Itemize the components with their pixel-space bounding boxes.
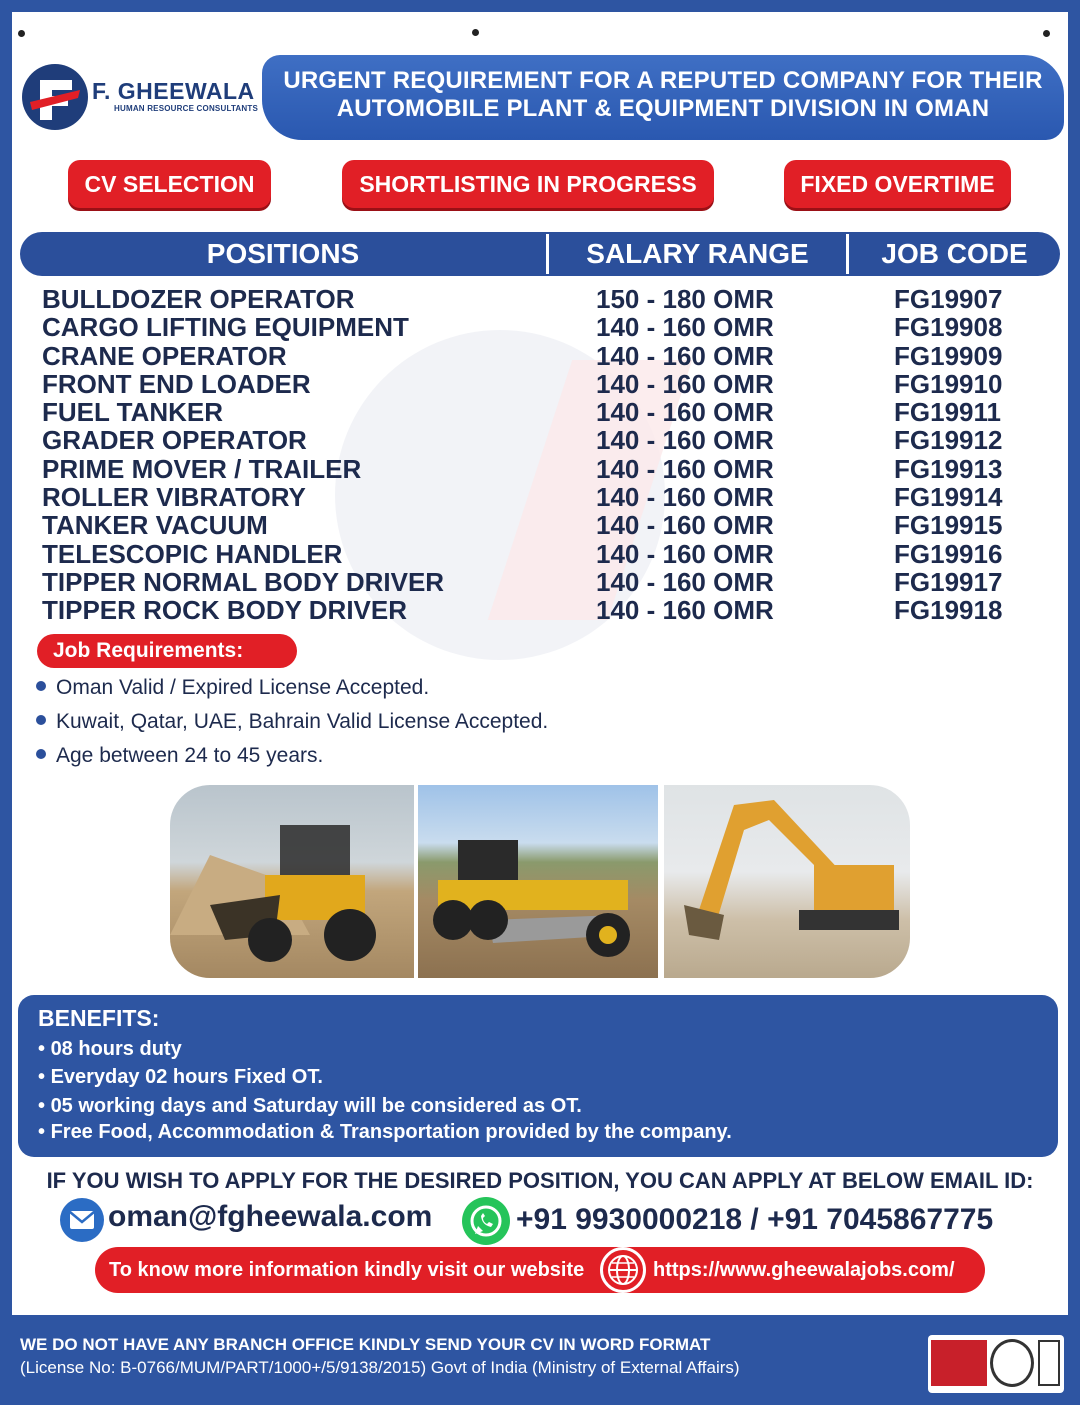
- salary-range: 140 - 160 OMR: [596, 595, 774, 626]
- requirement-item: [36, 710, 548, 734]
- salary-range: 140 - 160 OMR: [596, 538, 774, 569]
- requirement-item: [36, 676, 429, 700]
- ukas-badge-icon: [1038, 1340, 1060, 1386]
- table-row: [0, 425, 1080, 456]
- bureau-veritas-badge-icon: [931, 1340, 987, 1386]
- header-positions: POSITIONS: [206, 238, 360, 269]
- footer-license: (License No: B-0766/MUM/PART/1000+/5/9138/2015) Govt of India (Ministry of External Affairs): [20, 1358, 740, 1377]
- website-banner: [95, 1247, 985, 1293]
- job-requirements-title: Job Requirements:: [37, 634, 297, 668]
- headline-line2: AUTOMOBILE PLANT & EQUIPMENT DIVISION IN OMAN: [336, 95, 990, 122]
- logo-name: F. GHEEWALA: [92, 78, 255, 104]
- certification-badges: [928, 1335, 1064, 1393]
- requirement-text: Oman Valid / Expired License Accepted.: [56, 676, 430, 699]
- job-code: FG19910: [894, 368, 1003, 399]
- positions-table: [0, 284, 1080, 624]
- pill-cv-selection: CV SELECTION: [68, 160, 271, 208]
- header-salary-range: SALARY RANGE: [586, 238, 809, 269]
- benefits-title: BENEFITS:: [38, 1005, 160, 1031]
- apply-instructions: IF YOU WISH TO APPLY FOR THE DESIRED POSITION, YOU CAN APPLY AT BELOW EMAIL ID:: [46, 1168, 1034, 1193]
- benefit-item: • Free Food, Accommodation & Transportation provided by the company.: [38, 1121, 732, 1143]
- headline-banner: [262, 55, 1064, 140]
- footer-notice: WE DO NOT HAVE ANY BRANCH OFFICE KINDLY SEND YOUR CV IN WORD FORMAT: [20, 1335, 711, 1354]
- table-header: [20, 232, 1060, 276]
- position-name: FRONT END LOADER: [42, 368, 311, 399]
- backhoe-loader-photo: [170, 785, 414, 978]
- position-name: TELESCOPIC HANDLER: [42, 538, 343, 569]
- salary-range: 140 - 160 OMR: [596, 312, 774, 343]
- pill-shortlisting: SHORTLISTING IN PROGRESS: [342, 160, 714, 208]
- requirement-text: Kuwait, Qatar, UAE, Bahrain Valid License Accepted.: [56, 710, 549, 733]
- position-name: TANKER VACUUM: [42, 510, 268, 541]
- job-code: FG19912: [894, 425, 1003, 456]
- job-code: FG19918: [894, 595, 1003, 626]
- table-row: [0, 369, 1080, 397]
- salary-range: 140 - 160 OMR: [596, 566, 774, 597]
- benefits-panel: [18, 995, 1058, 1157]
- logo-tagline: HUMAN RESOURCE CONSULTANTS: [114, 104, 259, 113]
- table-row: [0, 567, 1080, 595]
- table-row: [0, 539, 1080, 567]
- table-row: [0, 510, 1080, 541]
- headline-line1: URGENT REQUIREMENT FOR A REPUTED COMPANY FOR THEIR: [283, 67, 1043, 94]
- benefit-item: • Everyday 02 hours Fixed OT.: [38, 1066, 323, 1088]
- pin-dot: [18, 30, 25, 37]
- table-row: [0, 595, 1080, 626]
- position-name: TIPPER NORMAL BODY DRIVER: [42, 566, 445, 597]
- gheewala-logo-icon: [20, 62, 90, 132]
- requirement-text: Age between 24 to 45 years.: [56, 744, 324, 767]
- position-name: CARGO LIFTING EQUIPMENT: [42, 312, 409, 343]
- job-code: FG19915: [894, 510, 1003, 541]
- job-code: FG19908: [894, 312, 1003, 343]
- whatsapp-icon: [462, 1197, 510, 1245]
- benefit-text: 08 hours duty: [50, 1038, 182, 1060]
- website-prompt: To know more information kindly visit our website: [109, 1259, 585, 1281]
- benefit-text: Free Food, Accommodation & Transportation provided by the company.: [50, 1121, 732, 1143]
- benefit-item: • 05 working days and Saturday will be considered as OT.: [38, 1095, 582, 1117]
- job-code: FG19913: [894, 453, 1003, 484]
- pin-dot: [1043, 30, 1050, 37]
- excavator-photo: [664, 785, 910, 978]
- job-code: FG19911: [894, 397, 1001, 428]
- position-name: BULLDOZER OPERATOR: [42, 284, 355, 314]
- job-code: FG19907: [894, 284, 1003, 314]
- equipment-photos: [170, 785, 910, 978]
- bullet-icon: [36, 681, 46, 691]
- bullet-icon: [36, 749, 46, 759]
- salary-range: 140 - 160 OMR: [596, 453, 774, 484]
- table-row: [0, 284, 1080, 312]
- email-icon: [60, 1198, 104, 1242]
- benefit-item: • 08 hours duty: [38, 1038, 182, 1060]
- motor-grader-photo: [418, 785, 658, 978]
- position-name: ROLLER VIBRATORY: [42, 482, 306, 513]
- job-code: FG19917: [894, 566, 1003, 597]
- globe-icon: [600, 1247, 646, 1293]
- table-row: [0, 341, 1080, 369]
- position-name: GRADER OPERATOR: [42, 425, 307, 456]
- bullet-icon: [36, 715, 46, 725]
- table-row: [0, 312, 1080, 343]
- salary-range: 140 - 160 OMR: [596, 510, 774, 541]
- benefit-text: Everyday 02 hours Fixed OT.: [50, 1066, 323, 1088]
- certification-seal-icon: [990, 1339, 1034, 1387]
- salary-range: 140 - 160 OMR: [596, 425, 774, 456]
- position-name: CRANE OPERATOR: [42, 340, 287, 371]
- salary-range: 150 - 180 OMR: [596, 284, 774, 314]
- phone-numbers[interactable]: +91 9930000218 / +91 7045867775: [516, 1203, 994, 1236]
- salary-range: 140 - 160 OMR: [596, 397, 774, 428]
- pin-dot: [472, 29, 479, 36]
- email-link[interactable]: oman@fgheewala.com: [108, 1200, 433, 1233]
- table-row: [0, 397, 1080, 428]
- salary-range: 140 - 160 OMR: [596, 340, 774, 371]
- pill-fixed-overtime: FIXED OVERTIME: [784, 160, 1011, 208]
- company-logo: [20, 62, 260, 132]
- job-code: FG19914: [894, 482, 1003, 513]
- position-name: PRIME MOVER / TRAILER: [42, 453, 362, 484]
- footer-bar: [0, 1315, 1080, 1405]
- website-link[interactable]: https://www.gheewalajobs.com/: [653, 1259, 955, 1281]
- position-name: TIPPER ROCK BODY DRIVER: [42, 595, 408, 626]
- header-job-code: JOB CODE: [881, 238, 1028, 269]
- salary-range: 140 - 160 OMR: [596, 368, 774, 399]
- requirement-item: [36, 744, 323, 768]
- table-row: [0, 454, 1080, 482]
- benefit-text: 05 working days and Saturday will be considered as OT.: [50, 1095, 582, 1117]
- table-row: [0, 482, 1080, 513]
- salary-range: 140 - 160 OMR: [596, 482, 774, 513]
- job-code: FG19916: [894, 538, 1003, 569]
- position-name: FUEL TANKER: [42, 397, 224, 428]
- job-code: FG19909: [894, 340, 1003, 371]
